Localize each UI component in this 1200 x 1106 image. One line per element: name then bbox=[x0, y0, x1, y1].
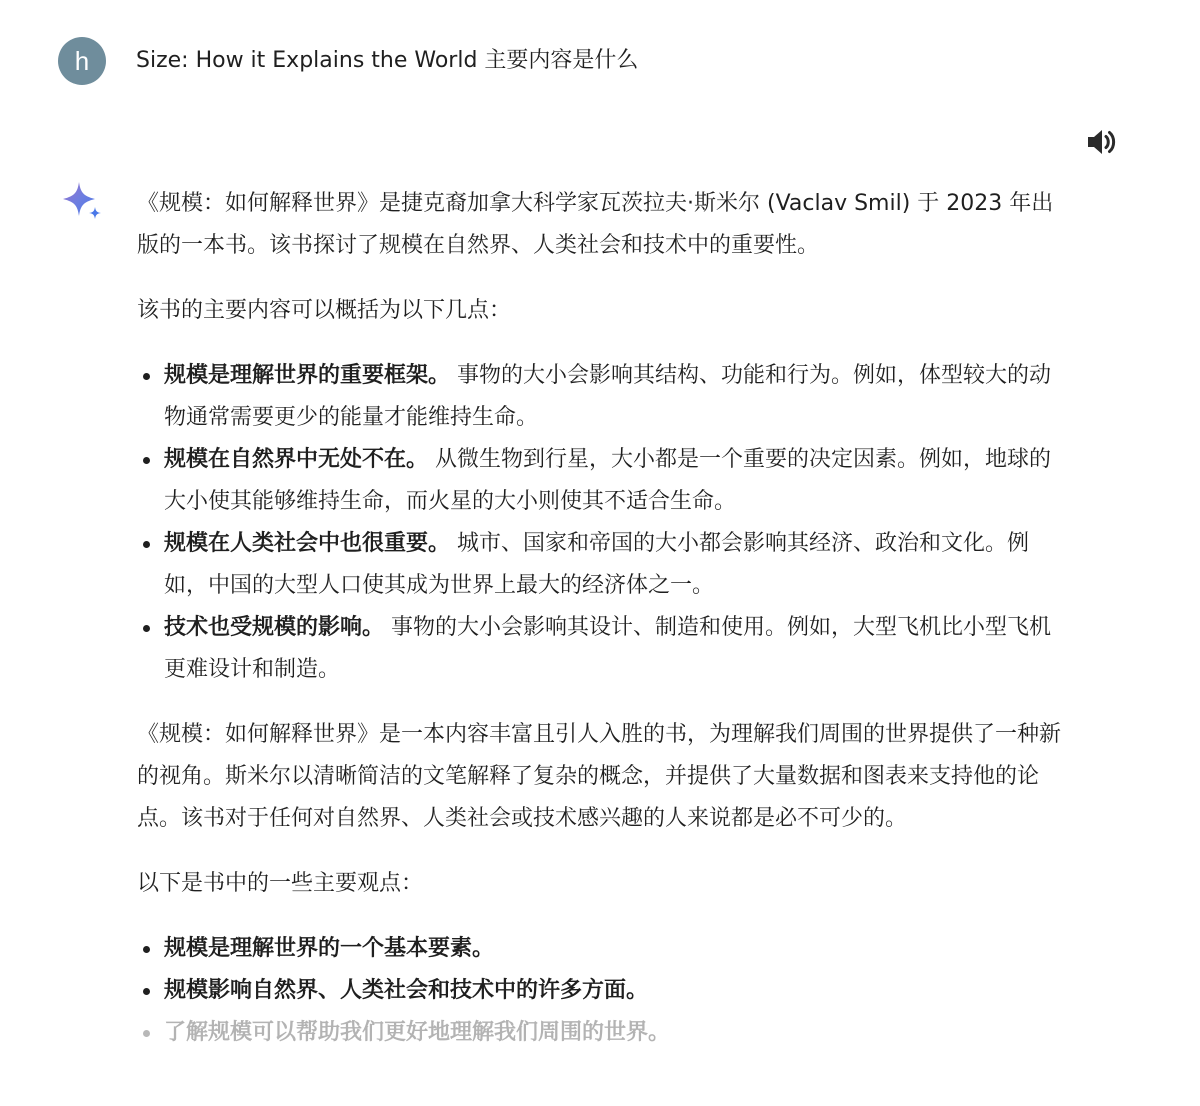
point-heading: 技术也受规模的影响。 bbox=[164, 615, 385, 640]
user-message bbox=[58, 37, 639, 85]
key-point: 了解规模可以帮助我们更好地理解我们周围的世界。 bbox=[164, 1020, 671, 1045]
point-heading: 规模在自然界中无处不在。 bbox=[164, 447, 429, 472]
list-item bbox=[164, 970, 1067, 1012]
list-item bbox=[164, 1012, 1067, 1054]
key-point: 规模是理解世界的一个基本要素。 bbox=[164, 936, 495, 961]
intro-paragraph: 《规模：如何解释世界》是捷克裔加拿大科学家瓦茨拉夫·斯米尔 (Vaclav Smil) 于 2023 年出版的一本书。该书探讨了规模在自然界、人类社会和技术中的重要性。 bbox=[137, 191, 1054, 258]
list-item bbox=[164, 928, 1067, 970]
point-heading: 规模在人类社会中也很重要。 bbox=[164, 531, 451, 556]
list-item bbox=[164, 439, 1067, 523]
key-points-list bbox=[137, 928, 1067, 1054]
point-heading: 规模是理解世界的重要框架。 bbox=[164, 363, 451, 388]
conclusion-paragraph: 《规模：如何解释世界》是一本内容丰富且引人入胜的书，为理解我们周围的世界提供了一种新的视角。斯米尔以清晰简洁的文笔解释了复杂的概念，并提供了大量数据和图表来支持他的论点。该书对于任何对自然界、人类社会或技术感兴趣的人来说都是必不可少的。 bbox=[137, 722, 1062, 831]
assistant-response bbox=[137, 183, 1067, 1077]
main-points-list bbox=[137, 355, 1067, 691]
user-query-text: Size: How it Explains the World 主要内容是什么 bbox=[136, 48, 639, 73]
point-text: 从微生物到行星，大小都是一个重要的决定因素。例如，地球的大小使其能够维持生命，而火星的大小则使其不适合生命。 bbox=[164, 447, 1052, 514]
avatar-letter: h bbox=[74, 45, 90, 76]
point-text: 事物的大小会影响其设计、制造和使用。例如，大型飞机比小型飞机更难设计和制造。 bbox=[164, 615, 1052, 682]
user-avatar[interactable] bbox=[58, 37, 106, 85]
volume-icon[interactable] bbox=[1083, 124, 1119, 160]
point-text: 事物的大小会影响其结构、功能和行为。例如，体型较大的动物通常需要更少的能量才能维持生命。 bbox=[164, 363, 1052, 430]
summary-lead: 该书的主要内容可以概括为以下几点： bbox=[137, 298, 512, 323]
list-item bbox=[164, 523, 1067, 607]
gemini-sparkle-icon bbox=[60, 180, 106, 226]
list-item bbox=[164, 355, 1067, 439]
key-points-lead: 以下是书中的一些主要观点： bbox=[137, 871, 424, 896]
point-text: 城市、国家和帝国的大小都会影响其经济、政治和文化。例如，中国的大型人口使其成为世界上最大的经济体之一。 bbox=[164, 531, 1030, 598]
key-point: 规模影响自然界、人类社会和技术中的许多方面。 bbox=[164, 978, 649, 1003]
list-item bbox=[164, 607, 1067, 691]
